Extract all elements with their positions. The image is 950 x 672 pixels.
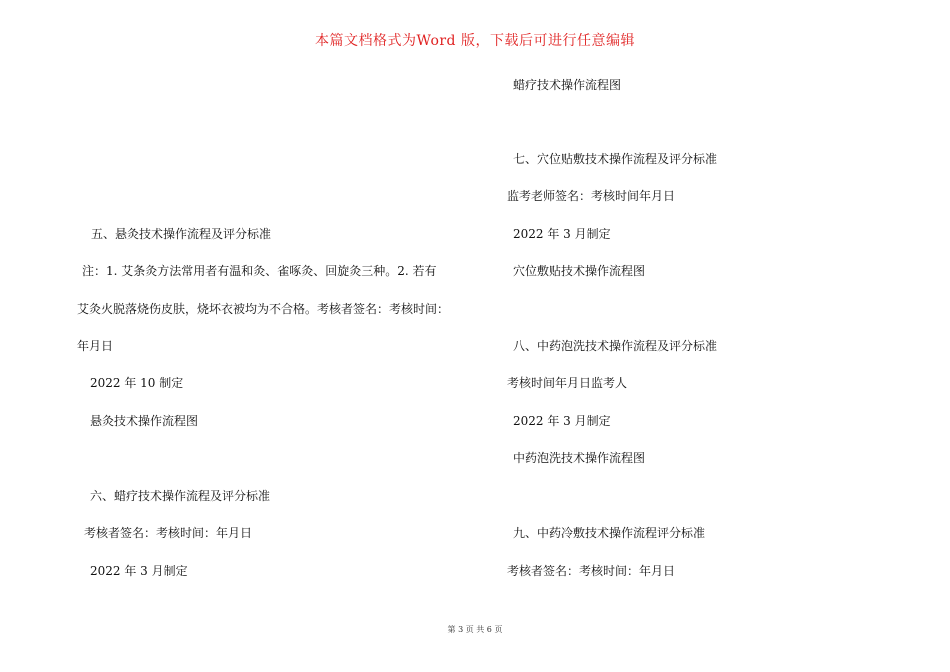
signature-line: 考核时间年月日监考人 (507, 376, 628, 390)
signature-line: 考核者签名：考核时间：年月日 (84, 526, 253, 540)
date-line: 2022 年 3 月制定 (513, 414, 611, 428)
note-line: 注：1. 艾条灸方法常用者有温和灸、雀啄灸、回旋灸三种。2. 若有 (82, 264, 437, 278)
date-line: 2022 年 10 制定 (90, 376, 184, 390)
section-heading-herbal-soak: 八、中药泡洗技术操作流程及评分标准 (513, 339, 718, 353)
note-line: 年月日 (77, 339, 114, 353)
section-heading-moxibustion: 五、悬灸技术操作流程及评分标准 (91, 227, 272, 241)
page-number: 第 3 页 共 6 页 (447, 625, 503, 634)
flowchart-caption: 穴位敷贴技术操作流程图 (513, 264, 646, 278)
document-banner: 本篇文档格式为Word 版，下载后可进行任意编辑 (315, 33, 635, 49)
signature-line: 考核者签名：考核时间：年月日 (507, 564, 676, 578)
section-heading-wax-therapy: 六、蜡疗技术操作流程及评分标准 (90, 489, 271, 503)
section-heading-acupoint-application: 七、穴位贴敷技术操作流程及评分标准 (513, 152, 718, 166)
date-line: 2022 年 3 月制定 (513, 227, 611, 241)
flowchart-caption: 悬灸技术操作流程图 (90, 414, 199, 428)
flowchart-caption: 蜡疗技术操作流程图 (513, 78, 622, 92)
date-line: 2022 年 3 月制定 (90, 564, 188, 578)
section-heading-cold-compress: 九、中药冷敷技术操作流程评分标准 (513, 526, 706, 540)
note-line: 艾灸火脱落烧伤皮肤，烧坏衣被均为不合格。考核者签名：考核时间： (77, 302, 450, 316)
flowchart-caption: 中药泡洗技术操作流程图 (513, 451, 646, 465)
signature-line: 监考老师签名：考核时间年月日 (507, 189, 676, 203)
